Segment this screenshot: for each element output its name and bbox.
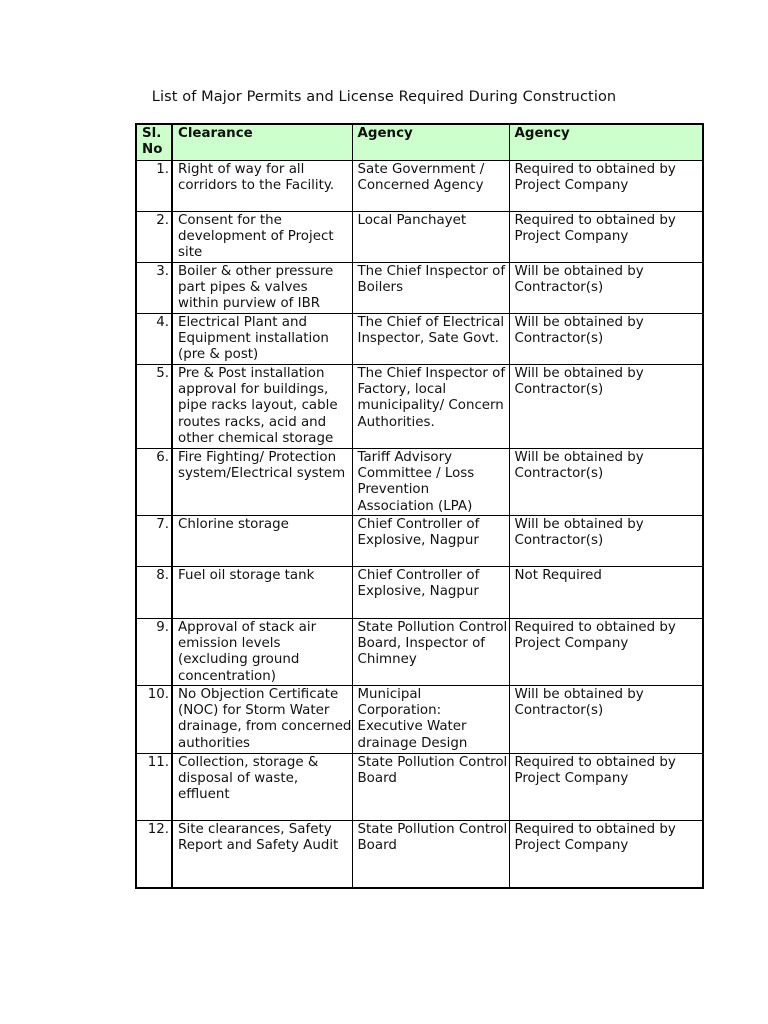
agency-cell: The Chief of Electrical Inspector, Sate Govt. bbox=[352, 314, 509, 365]
status-cell: Will be obtained by Contractor(s) bbox=[509, 516, 703, 567]
sl-no-cell: 9. bbox=[136, 619, 172, 686]
table-row bbox=[136, 365, 703, 449]
clearance-cell: No Objection Certificate (NOC) for Storm Water drainage, from concerned authorities bbox=[172, 686, 352, 754]
sl-no-cell: 5. bbox=[136, 365, 172, 449]
table-row bbox=[136, 567, 703, 619]
permits-table-body bbox=[136, 161, 703, 888]
agency-cell: Chief Controller of Explosive, Nagpur bbox=[352, 516, 509, 567]
status-cell: Required to obtained by Project Company bbox=[509, 212, 703, 263]
clearance-cell: Fuel oil storage tank bbox=[172, 567, 352, 619]
sl-no-cell: 10. bbox=[136, 686, 172, 754]
status-cell: Required to obtained by Project Company bbox=[509, 754, 703, 821]
status-cell: Will be obtained by Contractor(s) bbox=[509, 686, 703, 754]
header-agency-status: Agency bbox=[509, 124, 703, 161]
table-row bbox=[136, 619, 703, 686]
table-row bbox=[136, 821, 703, 888]
sl-no-cell: 1. bbox=[136, 161, 172, 212]
status-cell: Not Required bbox=[509, 567, 703, 619]
status-cell: Will be obtained by Contractor(s) bbox=[509, 263, 703, 314]
agency-cell: Local Panchayet bbox=[352, 212, 509, 263]
sl-no-cell: 8. bbox=[136, 567, 172, 619]
table-row bbox=[136, 212, 703, 263]
agency-cell: State Pollution Control Board bbox=[352, 754, 509, 821]
table-row bbox=[136, 686, 703, 754]
agency-cell: The Chief Inspector of Boilers bbox=[352, 263, 509, 314]
table-row bbox=[136, 516, 703, 567]
agency-cell: The Chief Inspector of Factory, local municipality/ Concern Authorities. bbox=[352, 365, 509, 449]
header-agency: Agency bbox=[352, 124, 509, 161]
document-title: List of Major Permits and License Required During Construction bbox=[151, 89, 617, 105]
header-sl-no: Sl. No bbox=[136, 124, 172, 161]
sl-no-cell: 7. bbox=[136, 516, 172, 567]
status-cell: Required to obtained by Project Company bbox=[509, 161, 703, 212]
header-clearance: Clearance bbox=[172, 124, 352, 161]
table-row bbox=[136, 314, 703, 365]
status-cell: Required to obtained by Project Company bbox=[509, 821, 703, 888]
sl-no-cell: 12. bbox=[136, 821, 172, 888]
clearance-cell: Collection, storage & disposal of waste, effluent bbox=[172, 754, 352, 821]
clearance-cell: Consent for the development of Project site bbox=[172, 212, 352, 263]
sl-no-cell: 11. bbox=[136, 754, 172, 821]
table-row bbox=[136, 754, 703, 821]
table-header-row bbox=[136, 124, 703, 161]
agency-cell: State Pollution Control Board bbox=[352, 821, 509, 888]
clearance-cell: Pre & Post installation approval for buildings, pipe racks layout, cable routes racks, acid and other chemical storage bbox=[172, 365, 352, 449]
status-cell: Will be obtained by Contractor(s) bbox=[509, 314, 703, 365]
status-cell: Will be obtained by Contractor(s) bbox=[509, 365, 703, 449]
permits-table bbox=[135, 123, 704, 889]
sl-no-cell: 2. bbox=[136, 212, 172, 263]
clearance-cell: Fire Fighting/ Protection system/Electrical system bbox=[172, 449, 352, 516]
clearance-cell: Right of way for all corridors to the Facility. bbox=[172, 161, 352, 212]
clearance-cell: Boiler & other pressure part pipes & valves within purview of IBR bbox=[172, 263, 352, 314]
table-row bbox=[136, 449, 703, 516]
agency-cell: Municipal Corporation: Executive Water drainage Design bbox=[352, 686, 509, 754]
status-cell: Will be obtained by Contractor(s) bbox=[509, 449, 703, 516]
agency-cell: Sate Government / Concerned Agency bbox=[352, 161, 509, 212]
table-row bbox=[136, 263, 703, 314]
sl-no-cell: 6. bbox=[136, 449, 172, 516]
agency-cell: State Pollution Control Board, Inspector of Chimney bbox=[352, 619, 509, 686]
status-cell: Required to obtained by Project Company bbox=[509, 619, 703, 686]
agency-cell: Chief Controller of Explosive, Nagpur bbox=[352, 567, 509, 619]
sl-no-cell: 4. bbox=[136, 314, 172, 365]
clearance-cell: Chlorine storage bbox=[172, 516, 352, 567]
clearance-cell: Site clearances, Safety Report and Safety Audit bbox=[172, 821, 352, 888]
table-row bbox=[136, 161, 703, 212]
agency-cell: Tariff Advisory Committee / Loss Prevention Association (LPA) bbox=[352, 449, 509, 516]
clearance-cell: Approval of stack air emission levels (excluding ground concentration) bbox=[172, 619, 352, 686]
sl-no-cell: 3. bbox=[136, 263, 172, 314]
clearance-cell: Electrical Plant and Equipment installation (pre & post) bbox=[172, 314, 352, 365]
